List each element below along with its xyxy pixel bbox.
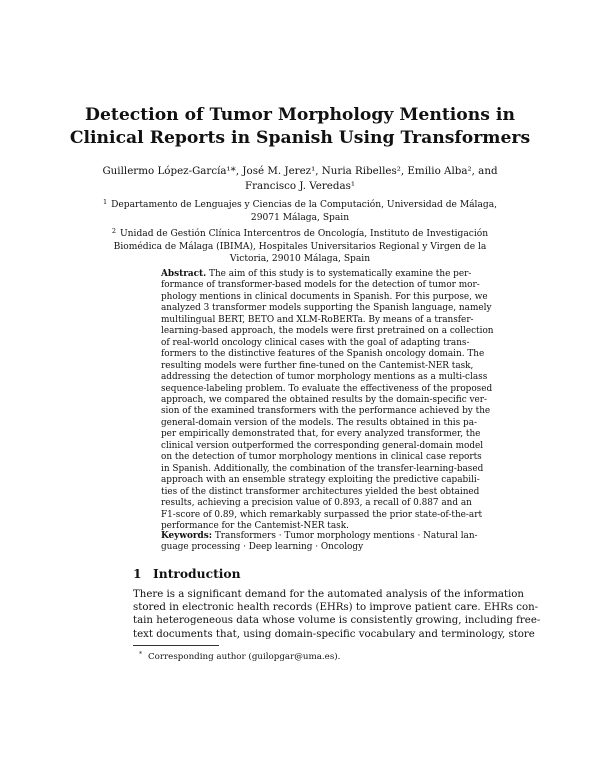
body-line: stored in electronic health records (EHRs) to improve patient care. EHRs con- [133,602,539,614]
abstract-line: approach with an ensemble strategy exploiting the predictive capabili- [161,475,480,486]
section-heading [133,566,473,581]
abstract-line: analyzed 3 transformer models supporting the Spanish language, namely [161,303,492,314]
abstract-line: resulting models were further fine-tuned on the Cantemist-NER task, [161,360,474,371]
title-line: Clinical Reports in Spanish Using Transformers [69,128,531,148]
abstract-line: formers to the distinctive features of the Spanish oncology domain. The [161,349,485,360]
keywords-text: Transformers · Tumor morphology mentions · Natural lan- [214,531,478,541]
footnote [133,649,473,663]
abstract-line: in Spanish. Additionally, the combination of the transfer-learning-based [161,463,484,474]
affiliation-1 [90,196,510,224]
abstract-text: The aim of this study is to systematically examine the per- [209,269,472,279]
abstract-line: formance of transformer-based models for the detection of tumor mor- [161,280,480,291]
abstract-line: approach, we compared the obtained results by the domain-specific ver- [161,394,487,405]
abstract-line: addressing the detection of tumor morphology mentions as a multi-class [161,372,488,383]
keywords-line: guage processing · Deep learning · Oncology [161,542,364,553]
abstract-line: multilingual BERT, BETO and XLM-RoBERTa. By means of a transfer- [161,314,474,325]
affiliations [90,196,510,267]
affiliation-text: Unidad de Gestión Clínica Intercentros de Oncología, Instituto de Investigación [120,229,489,239]
authors-line: Francisco J. Veredas¹ [244,179,356,192]
affiliation-2 [90,225,510,266]
body-line: tain heterogeneous data whose volume is consistently growing, including free- [133,615,541,627]
keywords [161,531,478,554]
body-line: There is a significant demand for the automated analysis of the information [133,589,524,600]
section-number: 1 [133,566,142,581]
abstract-line: sequence-labeling problem. To evaluate the effectiveness of the proposed [161,383,493,394]
affiliation-text: Biomédica de Málaga (IBIMA), Hospitales Universitarios Regional y Virgen de la [113,241,487,252]
abstract-line: sion of the examined transformers with the performance achieved by the [161,406,491,417]
abstract-line: F1-score of 0.89, which remarkably surpassed the prior state-of-the-art [161,509,483,520]
abstract-line: on the detection of tumor morphology mentions in clinical case reports [161,452,482,463]
abstract-label: Abstract. [161,269,207,279]
abstract-line: of real-world oncology clinical cases with the goal of adapting trans- [161,337,470,348]
abstract-line: ties of the distinct transformer architectures yielded the best obtained [161,486,480,497]
abstract-line: clinical version outperformed the corresponding general-domain model [161,440,484,451]
abstract-line: phology mentions in clinical documents in Spanish. For this purpose, we [161,291,488,302]
keywords-label: Keywords: [161,531,213,541]
paper-title [60,104,540,150]
body-line: text documents that, using domain-specific vocabulary and terminology, store [133,628,535,640]
abstract-line: per empirically demonstrated that, for every analyzed transformer, the [161,429,481,440]
affiliation-marker: 2 [111,227,117,235]
abstract-line: general-domain version of the models. The results obtained in this pa- [161,417,477,428]
intro-paragraph [133,588,541,641]
affiliation-marker: 1 [102,198,108,206]
abstract-line: performance for the Cantemist-NER task. [161,520,349,531]
author-list [80,164,520,193]
footnote-marker: * [139,651,142,658]
abstract-line: results, achieving a precision value of 0.893, a recall of 0.887 and an [161,498,472,509]
abstract [161,269,494,532]
footnote-rule [133,645,219,646]
affiliation-text: Departamento de Lenguajes y Ciencias de la Computación, Universidad de Málaga, [111,200,498,210]
footnote-text: Corresponding author (guilopgar@uma.es). [148,652,341,662]
affiliation-text: Victoria, 29010 Málaga, Spain [229,254,371,264]
title-line: Detection of Tumor Morphology Mentions in [85,105,515,125]
section-title: Introduction [153,566,241,581]
abstract-line: learning-based approach, the models were first pretrained on a collection [161,326,494,337]
authors-line: Guillermo López-García¹*, José M. Jerez¹, Nuria Ribelles², Emilio Alba², and [102,165,498,177]
affiliation-text: 29071 Málaga, Spain [250,212,350,223]
